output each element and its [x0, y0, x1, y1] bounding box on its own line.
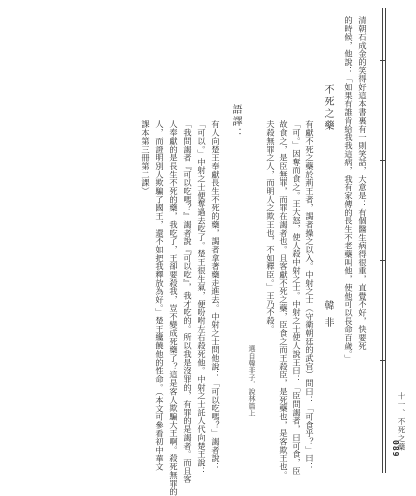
margin-rule-inner	[382, 8, 383, 473]
page-number: 089	[391, 440, 400, 458]
original-text-col-2: 「可。」因奪而食之。王大怒，使人殺中射之士。中射之士使人說王曰：「臣問謁者，曰可食，臣	[292, 120, 302, 475]
translation-col-5: 人，而證明別人欺騙了國王，還不如把我釋放為好。」楚王纔饒他的性命。（本文可參看初中華文	[155, 120, 165, 471]
running-header: 十一、不死之藥	[397, 392, 406, 452]
original-text-col-3: 故食之，是臣無罪，而罪在謁者也。且客獻不死之藥，臣食之而王殺臣，是死藥也，是客欺王也。	[279, 120, 289, 480]
anecdote-line-2: 的時候，他說：「如果有誰肯給我我這病，我有家傳的長生不老藥叫他，使他可以長命百歲。」	[344, 16, 354, 363]
margin-tick	[380, 60, 386, 61]
translation-col-4: 人奉獻的是長生不死的藥，我吃了，王卻要殺我，豈不變成死藥了？這是客人欺騙大王啊。殺死無罪的	[169, 120, 179, 496]
original-text-col-4: 夫殺無罪之人，而明人之欺王也，不如釋臣。」王乃不殺。	[266, 120, 276, 333]
original-text-col-1: 有獻不死之藥於荊王者，謁者操之以入。中射之士（守衛朝廷的武官）問曰：「可食乎？」曰：	[305, 120, 315, 471]
margin-tick	[380, 260, 386, 261]
margin-tick	[380, 160, 386, 161]
margin-rule-outer	[385, 8, 386, 473]
translation-col-6: 課本第三冊第二課）	[141, 120, 151, 196]
source-note: 選自韓非子．說林篇上	[248, 345, 256, 417]
translation-col-1: 有人向楚王奉獻長生不死的藥，謁者拿著藥走進去。中射之士問他說：「可以吃嗎？」謁者說：	[211, 120, 221, 471]
translation-label: 語譯：	[230, 104, 241, 140]
anecdote-line-1: 清朝石成金的笑得好這本書裏有一則笑話，大意是：有個醫生病得很重，直覺不好，快要死	[358, 16, 368, 350]
margin-tick	[380, 360, 386, 361]
author-name: 韓 非	[322, 300, 333, 330]
translation-col-2: 「可以。」中射之士便奪過去吃了。楚王很生氣，便吩咐左右殺死他。中射之士託人代向楚王說：	[197, 120, 207, 475]
section-title: 不死之藥	[322, 84, 333, 132]
translation-col-3: 「我問謁者『可以吃嗎？』謁者說『可以吃』，我才吃的。所以我是沒罪的，有罪的是謁者。而且客	[183, 120, 193, 484]
